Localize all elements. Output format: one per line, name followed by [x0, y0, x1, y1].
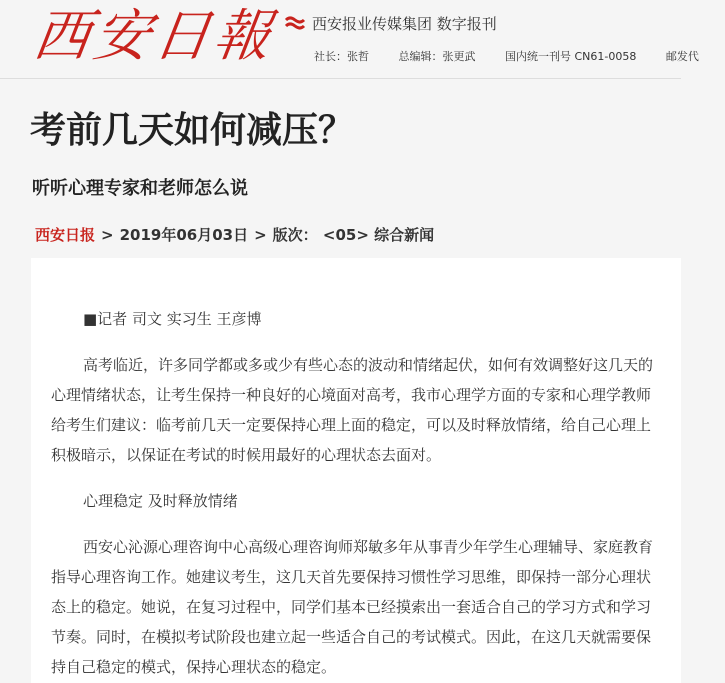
masthead: [0, 0, 699, 79]
breadcrumb-brand-link[interactable]: 西安日报: [35, 226, 96, 244]
staff-president: 社长：张哲: [314, 50, 369, 63]
article-paragraph: 高考临近，许多同学都或多或少有些心态的波动和情绪起伏，如何有效调整好这几天的心理情绪状态，让考生保持一种良好的心境面对高考，我市心理学方面的专家和心理学教师给考生们建议：临考前几天一定要保持心理上面的稳定，可以及时释放情绪，给自己心理上积极暗示，以保证在考试的时候用最好的心理状态去面对。: [51, 356, 654, 464]
staff-postal: 邮发代: [665, 50, 699, 63]
group-name-text: 西安报业传媒集团 数字报刊: [312, 14, 497, 33]
article-section-heading: 心理稳定 及时释放情绪: [83, 492, 238, 510]
staff-editor: 总编辑：张更武: [398, 50, 476, 63]
breadcrumb-section-link[interactable]: <05> 综合新闻: [322, 226, 435, 244]
staff-line: [314, 48, 725, 64]
wave-logo-icon: [284, 12, 306, 34]
breadcrumb-section-label: 版次：: [272, 226, 318, 244]
article-byline: ■记者 司文 实习生 王彦博: [83, 310, 262, 328]
breadcrumb-separator: >: [254, 226, 267, 244]
breadcrumb-date-link[interactable]: 2019年06月03日: [119, 226, 249, 244]
article-subtitle: 听听心理专家和老师怎么说: [32, 178, 248, 199]
newspaper-logo[interactable]: 西安日報: [29, 4, 279, 69]
breadcrumb-separator: >: [101, 226, 114, 244]
breadcrumb: [35, 224, 434, 245]
article-title: 考前几天如何减压？: [30, 110, 355, 151]
article-body: [31, 258, 681, 683]
staff-issn: 国内统一刊号 CN61-0058: [505, 50, 637, 63]
group-name: [284, 12, 497, 34]
article-paragraph: 西安心沁源心理咨询中心高级心理咨询师郑敏多年从事青少年学生心理辅导、家庭教育指导心理咨询工作。她建议考生，这几天首先要保持习惯性学习思维，即保持一部分心理状态上的稳定。她说，在复习过程中，同学们基本已经摸索出一套适合自己的学习方式和学习节奏。同时，在模拟考试阶段也建立起一些适合自己的考试模式。因此，在这几天就需要保持自己稳定的模式，保持心理状态的稳定。: [51, 538, 654, 676]
